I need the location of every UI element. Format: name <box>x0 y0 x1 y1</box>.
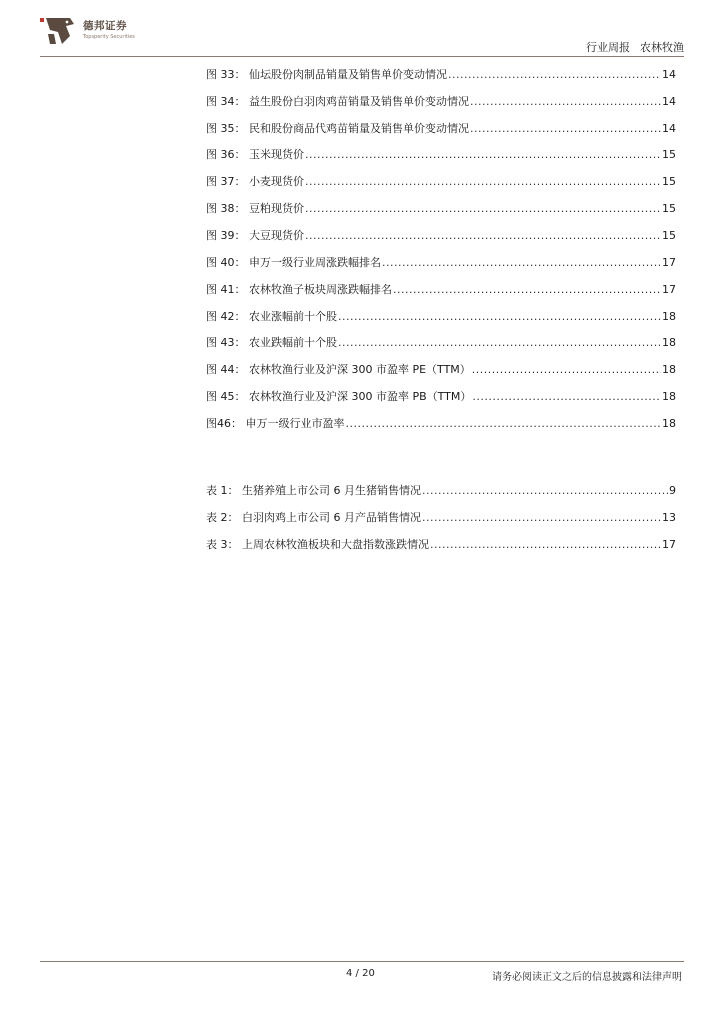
toc-entry-label: 表 1： 生猪养殖上市公司 6 月生猪销售情况 <box>206 484 421 497</box>
toc-entry-page: 13 <box>662 511 676 524</box>
toc-leader-dots <box>422 510 661 526</box>
toc-entry-label: 图 41： 农林牧渔子板块周涨跌幅排名 <box>206 283 392 296</box>
toc-entry-table[interactable] <box>206 510 676 526</box>
toc-entry-page: 14 <box>662 122 676 135</box>
toc-entry-page: 15 <box>662 229 676 242</box>
toc-entry-label: 图46： 申万一级行业市盈率 <box>206 417 345 430</box>
toc-entry-page: 18 <box>662 390 676 403</box>
toc-entry-label: 表 2： 白羽肉鸡上市公司 6 月产品销售情况 <box>206 511 421 524</box>
toc-entry-table[interactable] <box>206 537 676 553</box>
toc-entry-label: 图 42： 农业涨幅前十个股 <box>206 310 337 323</box>
toc-entry-label: 图 40： 申万一级行业周涨跌幅排名 <box>206 256 381 269</box>
toc-entry-figure[interactable] <box>206 335 676 351</box>
toc-entry-label: 图 34： 益生股份白羽肉鸡苗销量及销售单价变动情况 <box>206 95 469 108</box>
toc-entry-page: 15 <box>662 175 676 188</box>
toc-entry-page: 18 <box>662 336 676 349</box>
toc-entry-page: 9 <box>669 484 676 497</box>
footer-divider <box>40 961 684 962</box>
toc-entry-page: 14 <box>662 68 676 81</box>
toc-entry-label: 图 33： 仙坛股份肉制品销量及销售单价变动情况 <box>206 68 447 81</box>
toc-entry-page: 18 <box>662 363 676 376</box>
toc-leader-dots <box>382 255 661 271</box>
toc-entry-label: 表 3： 上周农林牧渔板块和大盘指数涨跌情况 <box>206 538 429 551</box>
toc-leader-dots <box>470 94 661 110</box>
report-type: 行业周报 <box>586 41 630 54</box>
toc-leader-dots <box>305 201 661 217</box>
toc-entry-figure[interactable] <box>206 255 676 271</box>
toc-entry-figure[interactable] <box>206 228 676 244</box>
toc-leader-dots <box>448 67 661 83</box>
toc-leader-dots <box>470 121 661 137</box>
page-number: 4 / 20 <box>346 968 375 979</box>
sector-name: 农林牧渔 <box>640 41 684 54</box>
toc-entry-figure[interactable] <box>206 389 676 405</box>
toc-leader-dots <box>305 174 661 190</box>
toc-entry-page: 18 <box>662 310 676 323</box>
toc-entry-label: 图 35： 民和股份商品代鸡苗销量及销售单价变动情况 <box>206 122 469 135</box>
toc-entry-figure[interactable] <box>206 416 676 432</box>
toc-leader-dots <box>338 309 661 325</box>
toc-entry-label: 图 45： 农林牧渔行业及沪深 300 市盈率 PB（TTM） <box>206 390 472 403</box>
toc-entry-label: 图 43： 农业跌幅前十个股 <box>206 336 337 349</box>
toc-leader-dots <box>338 335 661 351</box>
toc-leader-dots <box>472 362 661 378</box>
toc-entry-figure[interactable] <box>206 201 676 217</box>
toc-entry-table[interactable] <box>206 483 676 499</box>
toc-entry-label: 图 39： 大豆现货价 <box>206 229 304 242</box>
brand-name: 德邦证券 <box>83 20 127 32</box>
toc-entry-label: 图 44： 农林牧渔行业及沪深 300 市盈率 PE（TTM） <box>206 363 471 376</box>
toc-leader-dots <box>305 228 661 244</box>
legal-disclaimer: 请务必阅读正文之后的信息披露和法律声明 <box>492 972 682 983</box>
toc-entry-label: 图 36： 玉米现货价 <box>206 148 304 161</box>
toc-entry-page: 17 <box>662 538 676 551</box>
toc-entry-label: 图 38： 豆粕现货价 <box>206 202 304 215</box>
toc-entry-figure[interactable] <box>206 94 676 110</box>
toc-entry-figure[interactable] <box>206 147 676 163</box>
toc-entry-figure[interactable] <box>206 174 676 190</box>
toc-entry-page: 15 <box>662 202 676 215</box>
toc-entry-figure[interactable] <box>206 121 676 137</box>
toc-entry-page: 17 <box>662 283 676 296</box>
toc-leader-dots <box>422 483 668 499</box>
toc-entry-figure[interactable] <box>206 362 676 378</box>
toc-leader-dots <box>430 537 661 553</box>
toc-entry-page: 15 <box>662 148 676 161</box>
toc-entry-page: 17 <box>662 256 676 269</box>
toc-entry-figure[interactable] <box>206 309 676 325</box>
brand-subtitle: Topsperity Securities <box>83 34 135 40</box>
toc-entry-page: 18 <box>662 417 676 430</box>
toc-entry-page: 14 <box>662 95 676 108</box>
toc-leader-dots <box>393 282 661 298</box>
toc-leader-dots <box>472 389 661 405</box>
toc-entry-label: 图 37： 小麦现货价 <box>206 175 304 188</box>
toc-leader-dots <box>346 416 662 432</box>
toc-entry-figure[interactable] <box>206 282 676 298</box>
toc-leader-dots <box>305 147 661 163</box>
toc-entry-figure[interactable] <box>206 67 676 83</box>
